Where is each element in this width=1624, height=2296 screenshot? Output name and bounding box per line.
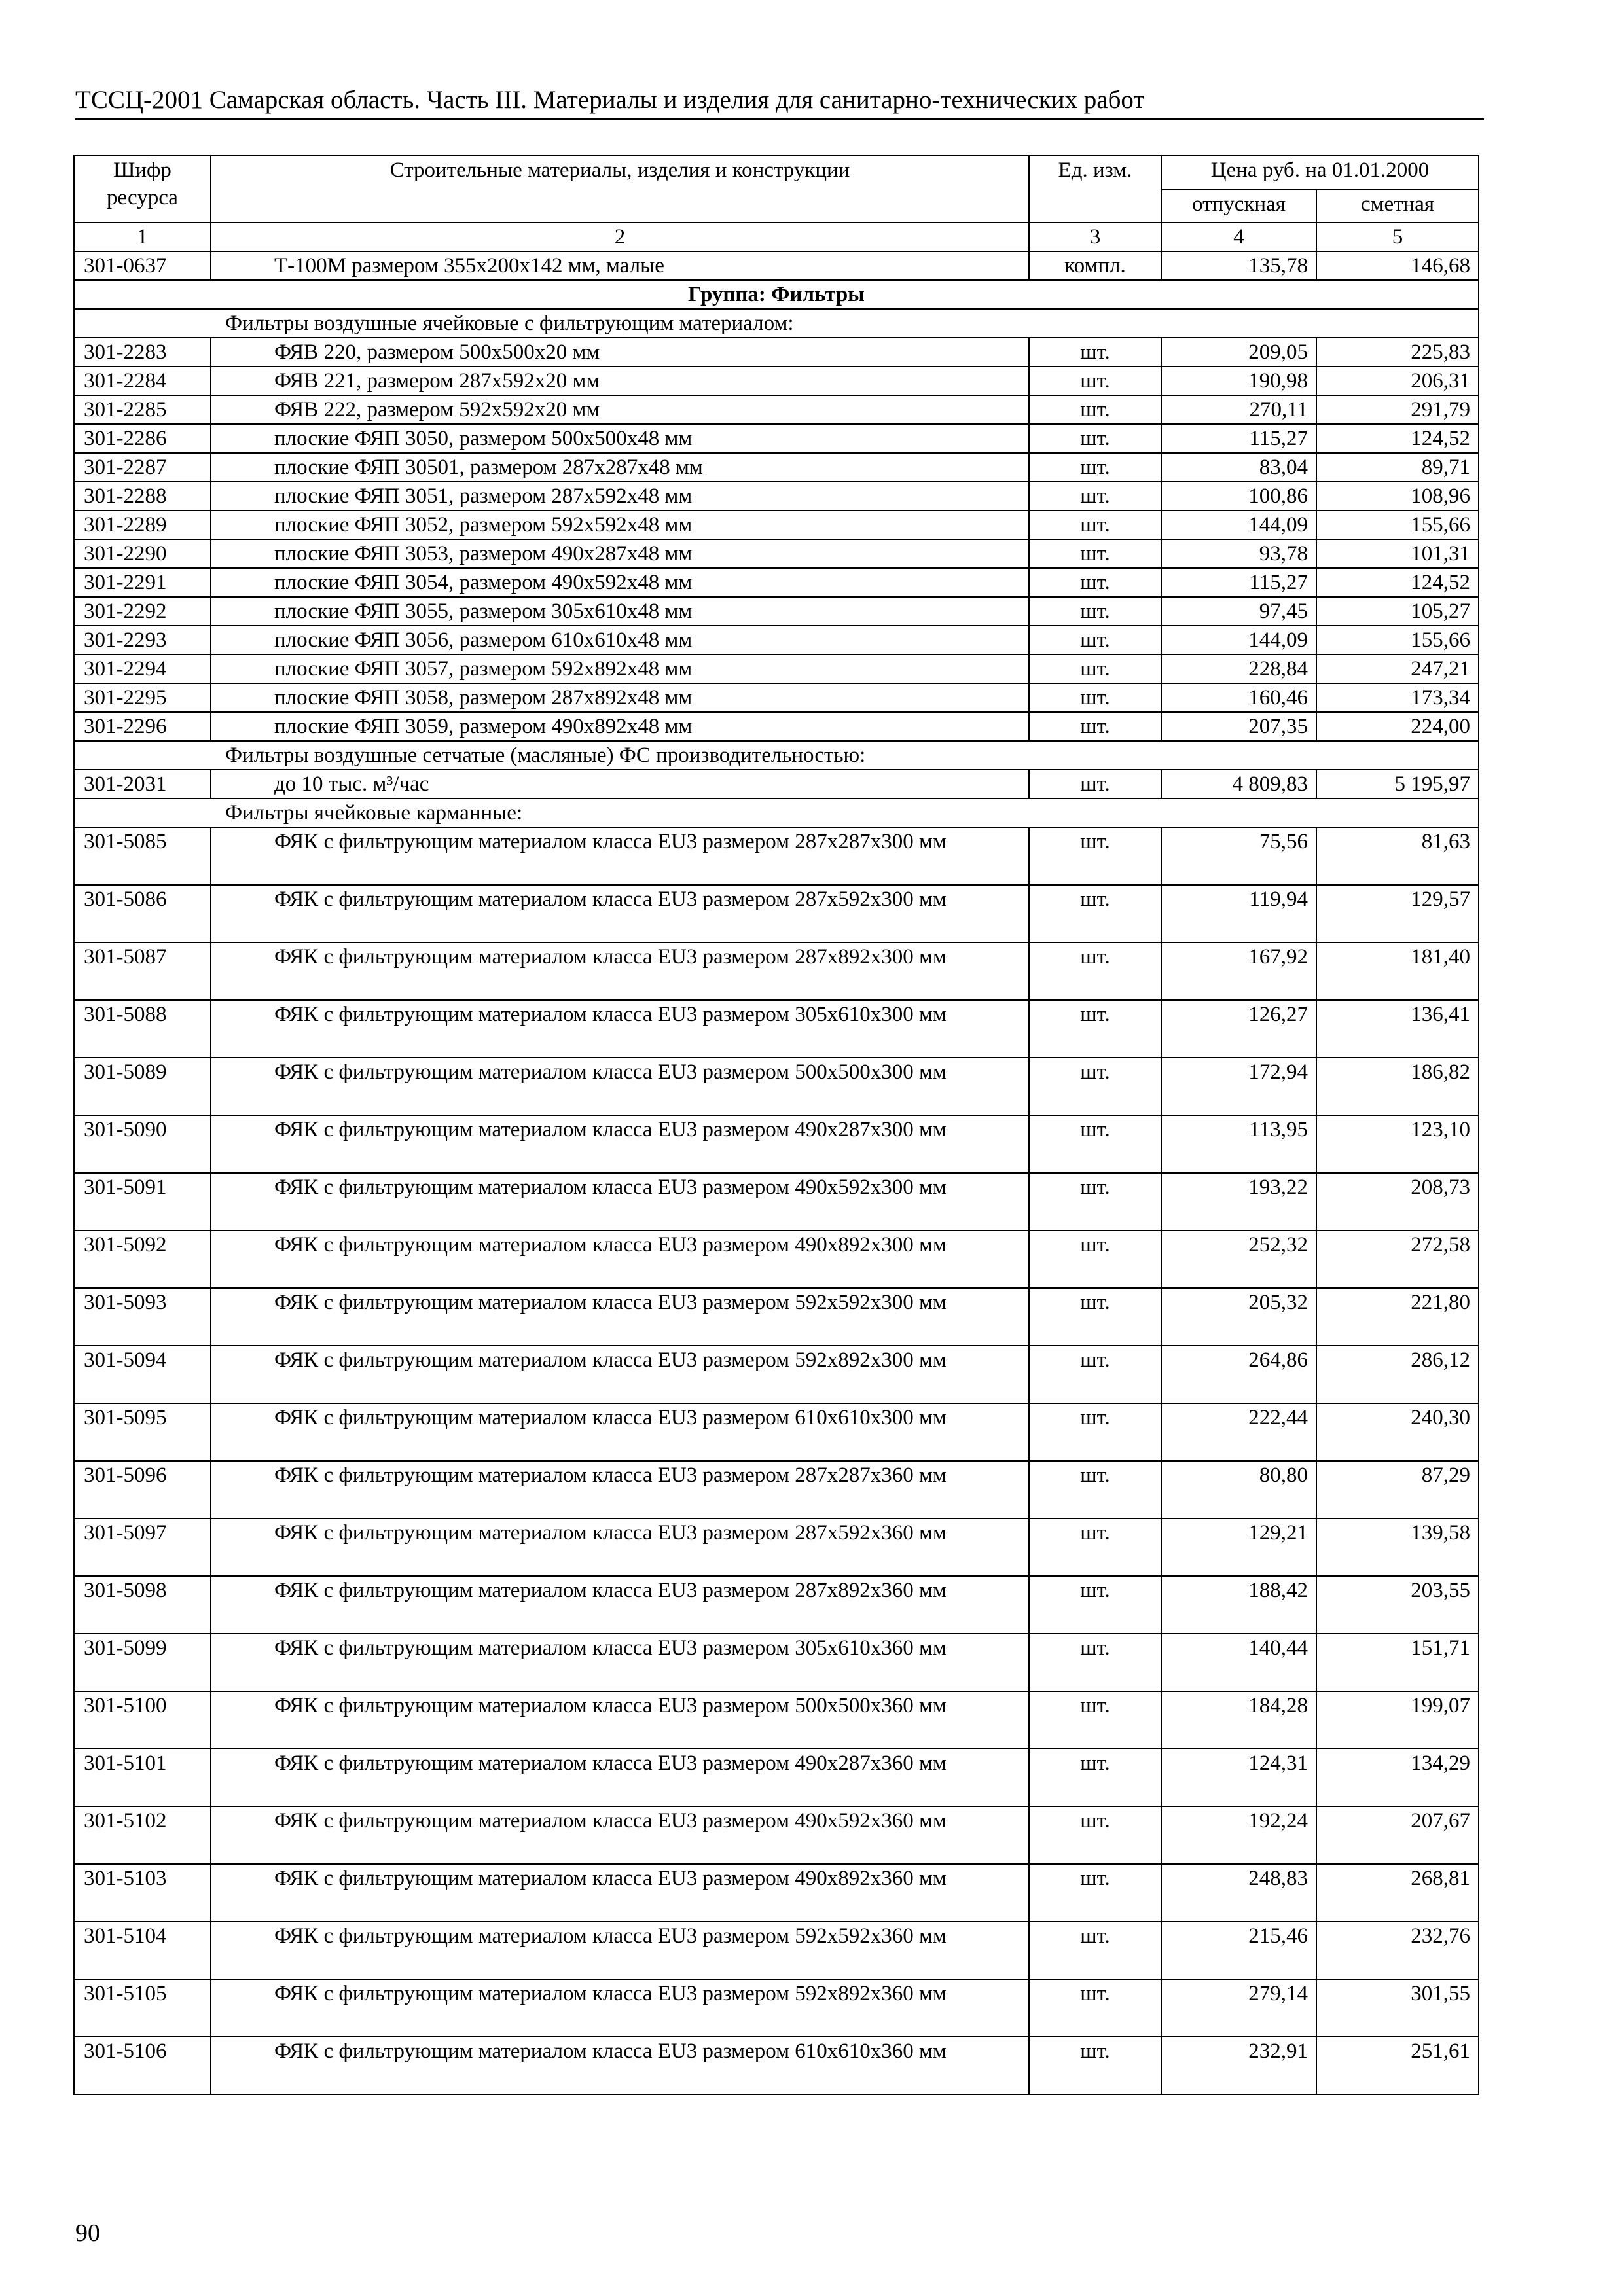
resource-code: 301-5102 bbox=[74, 1806, 211, 1864]
unit-of-measure: шт. bbox=[1029, 1979, 1161, 2037]
table-row bbox=[74, 568, 1479, 597]
release-price: 135,78 bbox=[1161, 251, 1316, 280]
resource-name: ФЯК с фильтрующим материалом класса EU3 размером 500х500х360 мм bbox=[211, 1691, 1029, 1749]
table-row bbox=[74, 511, 1479, 539]
resource-name: ФЯК с фильтрующим материалом класса EU3 размером 592х592х300 мм bbox=[211, 1288, 1029, 1346]
table-row bbox=[74, 655, 1479, 683]
resource-code: 301-2293 bbox=[74, 626, 211, 655]
release-price: 207,35 bbox=[1161, 712, 1316, 741]
resource-name: ФЯК с фильтрующим материалом класса EU3 размером 500х500х300 мм bbox=[211, 1058, 1029, 1115]
unit-of-measure: шт. bbox=[1029, 539, 1161, 568]
estimate-price: 173,34 bbox=[1316, 683, 1479, 712]
section-title-row bbox=[74, 309, 1479, 338]
unit-of-measure: шт. bbox=[1029, 1288, 1161, 1346]
release-price: 232,91 bbox=[1161, 2037, 1316, 2094]
resource-name: плоские ФЯП 3050, размером 500х500х48 мм bbox=[211, 424, 1029, 453]
resource-name: ФЯК с фильтрующим материалом класса EU3 размером 287х287х300 мм bbox=[211, 827, 1029, 885]
release-price: 113,95 bbox=[1161, 1115, 1316, 1173]
estimate-price: 291,79 bbox=[1316, 395, 1479, 424]
release-price: 119,94 bbox=[1161, 885, 1316, 942]
unit-of-measure: шт. bbox=[1029, 1806, 1161, 1864]
resource-name: ФЯВ 220, размером 500х500х20 мм bbox=[211, 338, 1029, 367]
resource-code: 301-2290 bbox=[74, 539, 211, 568]
unit-of-measure: шт. bbox=[1029, 1115, 1161, 1173]
resource-code: 301-2285 bbox=[74, 395, 211, 424]
table-row bbox=[74, 1691, 1479, 1749]
table-row bbox=[74, 1000, 1479, 1058]
estimate-price: 199,07 bbox=[1316, 1691, 1479, 1749]
resource-code: 301-2287 bbox=[74, 453, 211, 482]
table-row bbox=[74, 597, 1479, 626]
resource-code: 301-5101 bbox=[74, 1749, 211, 1806]
resource-code: 301-5089 bbox=[74, 1058, 211, 1115]
resource-name: Т-100М размером 355х200х142 мм, малые bbox=[211, 251, 1029, 280]
resource-name: ФЯК с фильтрующим материалом класса EU3 размером 287х892х300 мм bbox=[211, 942, 1029, 1000]
estimate-price: 203,55 bbox=[1316, 1576, 1479, 1634]
release-price: 167,92 bbox=[1161, 942, 1316, 1000]
table-row bbox=[74, 1058, 1479, 1115]
group-title: Группа: Фильтры bbox=[74, 280, 1479, 309]
release-price: 115,27 bbox=[1161, 568, 1316, 597]
estimate-price: 272,58 bbox=[1316, 1230, 1479, 1288]
unit-of-measure: шт. bbox=[1029, 1749, 1161, 1806]
unit-of-measure: шт. bbox=[1029, 1922, 1161, 1979]
table-row bbox=[74, 338, 1479, 367]
section-title: Фильтры воздушные сетчатые (масляные) ФС производительностью: bbox=[74, 741, 1479, 770]
table-row bbox=[74, 1173, 1479, 1230]
table-row bbox=[74, 1922, 1479, 1979]
release-price: 80,80 bbox=[1161, 1461, 1316, 1518]
unit-of-measure: шт. bbox=[1029, 597, 1161, 626]
table-row bbox=[74, 395, 1479, 424]
release-price: 97,45 bbox=[1161, 597, 1316, 626]
estimate-price: 224,00 bbox=[1316, 712, 1479, 741]
table-row bbox=[74, 827, 1479, 885]
release-price: 222,44 bbox=[1161, 1403, 1316, 1461]
resource-code: 301-5097 bbox=[74, 1518, 211, 1576]
table-row bbox=[74, 1461, 1479, 1518]
resource-name: ФЯК с фильтрующим материалом класса EU3 размером 610х610х360 мм bbox=[211, 2037, 1029, 2094]
release-price: 193,22 bbox=[1161, 1173, 1316, 1230]
table-row bbox=[74, 1230, 1479, 1288]
table-row bbox=[74, 2037, 1479, 2094]
resource-code: 301-2289 bbox=[74, 511, 211, 539]
table-row bbox=[74, 712, 1479, 741]
unit-of-measure: шт. bbox=[1029, 1864, 1161, 1922]
resource-name: ФЯК с фильтрующим материалом класса EU3 размером 287х592х360 мм bbox=[211, 1518, 1029, 1576]
estimate-price: 139,58 bbox=[1316, 1518, 1479, 1576]
resource-name: плоские ФЯП 3055, размером 305х610х48 мм bbox=[211, 597, 1029, 626]
unit-of-measure: шт. bbox=[1029, 1173, 1161, 1230]
price-table-body bbox=[74, 156, 1479, 2094]
column-header-price: Цена руб. на 01.01.2000 bbox=[1161, 156, 1479, 190]
table-row bbox=[74, 1806, 1479, 1864]
resource-name: ФЯК с фильтрующим материалом класса EU3 размером 592х592х360 мм bbox=[211, 1922, 1029, 1979]
release-price: 172,94 bbox=[1161, 1058, 1316, 1115]
resource-code: 301-5095 bbox=[74, 1403, 211, 1461]
resource-name: плоские ФЯП 3058, размером 287х892х48 мм bbox=[211, 683, 1029, 712]
unit-of-measure: шт. bbox=[1029, 482, 1161, 511]
resource-code: 301-2031 bbox=[74, 770, 211, 798]
release-price: 215,46 bbox=[1161, 1922, 1316, 1979]
column-header-estimate: сметная bbox=[1316, 190, 1479, 223]
column-header-code: Шифр ресурса bbox=[74, 156, 211, 223]
table-row bbox=[74, 1979, 1479, 2037]
estimate-price: 124,52 bbox=[1316, 424, 1479, 453]
release-price: 160,46 bbox=[1161, 683, 1316, 712]
resource-code: 301-5094 bbox=[74, 1346, 211, 1403]
unit-of-measure: шт. bbox=[1029, 395, 1161, 424]
unit-of-measure: шт. bbox=[1029, 1634, 1161, 1691]
table-row bbox=[74, 1749, 1479, 1806]
column-numbers-row bbox=[74, 223, 1479, 251]
table-header-row bbox=[74, 156, 1479, 190]
unit-of-measure: шт. bbox=[1029, 1403, 1161, 1461]
resource-name: плоские ФЯП 3053, размером 490х287х48 мм bbox=[211, 539, 1029, 568]
table-row bbox=[74, 770, 1479, 798]
unit-of-measure: шт. bbox=[1029, 1691, 1161, 1749]
estimate-price: 206,31 bbox=[1316, 367, 1479, 395]
release-price: 83,04 bbox=[1161, 453, 1316, 482]
estimate-price: 87,29 bbox=[1316, 1461, 1479, 1518]
estimate-price: 268,81 bbox=[1316, 1864, 1479, 1922]
column-header-name: Строительные материалы, изделия и конструкции bbox=[211, 156, 1029, 223]
section-title-row bbox=[74, 741, 1479, 770]
table-row bbox=[74, 1864, 1479, 1922]
page-header-title: ТССЦ-2001 Самарская область. Часть III. Материалы и изделия для санитарно-технических работ bbox=[75, 86, 1145, 114]
unit-of-measure: шт. bbox=[1029, 1058, 1161, 1115]
resource-name: ФЯК с фильтрующим материалом класса EU3 размером 490х592х360 мм bbox=[211, 1806, 1029, 1864]
resource-name: ФЯК с фильтрующим материалом класса EU3 размером 287х892х360 мм bbox=[211, 1576, 1029, 1634]
resource-code: 301-5085 bbox=[74, 827, 211, 885]
table-row bbox=[74, 251, 1479, 280]
column-number: 5 bbox=[1316, 223, 1479, 251]
resource-name: ФЯК с фильтрующим материалом класса EU3 размером 490х287х300 мм bbox=[211, 1115, 1029, 1173]
estimate-price: 155,66 bbox=[1316, 626, 1479, 655]
resource-code: 301-5093 bbox=[74, 1288, 211, 1346]
table-row bbox=[74, 539, 1479, 568]
resource-name: ФЯК с фильтрующим материалом класса EU3 размером 490х892х360 мм bbox=[211, 1864, 1029, 1922]
estimate-price: 301,55 bbox=[1316, 1979, 1479, 2037]
table-row bbox=[74, 482, 1479, 511]
resource-code: 301-5096 bbox=[74, 1461, 211, 1518]
unit-of-measure: шт. bbox=[1029, 367, 1161, 395]
column-number: 4 bbox=[1161, 223, 1316, 251]
resource-code: 301-5090 bbox=[74, 1115, 211, 1173]
estimate-price: 240,30 bbox=[1316, 1403, 1479, 1461]
unit-of-measure: шт. bbox=[1029, 424, 1161, 453]
release-price: 124,31 bbox=[1161, 1749, 1316, 1806]
resource-code: 301-2294 bbox=[74, 655, 211, 683]
resource-code: 301-0637 bbox=[74, 251, 211, 280]
release-price: 140,44 bbox=[1161, 1634, 1316, 1691]
column-header-unit: Ед. изм. bbox=[1029, 156, 1161, 223]
unit-of-measure: шт. bbox=[1029, 511, 1161, 539]
resource-code: 301-5099 bbox=[74, 1634, 211, 1691]
release-price: 184,28 bbox=[1161, 1691, 1316, 1749]
resource-name: плоские ФЯП 3051, размером 287х592х48 мм bbox=[211, 482, 1029, 511]
section-title: Фильтры воздушные ячейковые с фильтрующим материалом: bbox=[74, 309, 1479, 338]
release-price: 126,27 bbox=[1161, 1000, 1316, 1058]
estimate-price: 186,82 bbox=[1316, 1058, 1479, 1115]
resource-code: 301-2291 bbox=[74, 568, 211, 597]
resource-code: 301-5106 bbox=[74, 2037, 211, 2094]
resource-name: ФЯК с фильтрующим материалом класса EU3 размером 610х610х300 мм bbox=[211, 1403, 1029, 1461]
resource-name: плоские ФЯП 3054, размером 490х592х48 мм bbox=[211, 568, 1029, 597]
resource-code: 301-5104 bbox=[74, 1922, 211, 1979]
unit-of-measure: шт. bbox=[1029, 655, 1161, 683]
unit-of-measure: шт. bbox=[1029, 683, 1161, 712]
estimate-price: 247,21 bbox=[1316, 655, 1479, 683]
unit-of-measure: шт. bbox=[1029, 885, 1161, 942]
resource-code: 301-2284 bbox=[74, 367, 211, 395]
resource-name: ФЯВ 221, размером 287х592х20 мм bbox=[211, 367, 1029, 395]
release-price: 93,78 bbox=[1161, 539, 1316, 568]
estimate-price: 108,96 bbox=[1316, 482, 1479, 511]
release-price: 270,11 bbox=[1161, 395, 1316, 424]
resource-code: 301-5105 bbox=[74, 1979, 211, 2037]
table-row bbox=[74, 1576, 1479, 1634]
page-number: 90 bbox=[75, 2219, 100, 2247]
release-price: 264,86 bbox=[1161, 1346, 1316, 1403]
resource-name: ФЯК с фильтрующим материалом класса EU3 размером 490х592х300 мм bbox=[211, 1173, 1029, 1230]
estimate-price: 101,31 bbox=[1316, 539, 1479, 568]
estimate-price: 207,67 bbox=[1316, 1806, 1479, 1864]
release-price: 4 809,83 bbox=[1161, 770, 1316, 798]
resource-code: 301-5100 bbox=[74, 1691, 211, 1749]
resource-name: плоские ФЯП 3057, размером 592х892х48 мм bbox=[211, 655, 1029, 683]
estimate-price: 225,83 bbox=[1316, 338, 1479, 367]
resource-name: плоские ФЯП 30501, размером 287х287х48 мм bbox=[211, 453, 1029, 482]
unit-of-measure: шт. bbox=[1029, 1576, 1161, 1634]
unit-of-measure: шт. bbox=[1029, 942, 1161, 1000]
estimate-price: 81,63 bbox=[1316, 827, 1479, 885]
unit-of-measure: шт. bbox=[1029, 2037, 1161, 2094]
resource-code: 301-5092 bbox=[74, 1230, 211, 1288]
estimate-price: 146,68 bbox=[1316, 251, 1479, 280]
estimate-price: 123,10 bbox=[1316, 1115, 1479, 1173]
release-price: 115,27 bbox=[1161, 424, 1316, 453]
table-row bbox=[74, 626, 1479, 655]
resource-name: ФЯВ 222, размером 592х592х20 мм bbox=[211, 395, 1029, 424]
estimate-price: 232,76 bbox=[1316, 1922, 1479, 1979]
column-number: 1 bbox=[74, 223, 211, 251]
estimate-price: 5 195,97 bbox=[1316, 770, 1479, 798]
resource-code: 301-2286 bbox=[74, 424, 211, 453]
unit-of-measure: шт. bbox=[1029, 770, 1161, 798]
unit-of-measure: шт. bbox=[1029, 1461, 1161, 1518]
release-price: 205,32 bbox=[1161, 1288, 1316, 1346]
release-price: 144,09 bbox=[1161, 511, 1316, 539]
release-price: 190,98 bbox=[1161, 367, 1316, 395]
table-row bbox=[74, 1346, 1479, 1403]
resource-name: до 10 тыс. м³/час bbox=[211, 770, 1029, 798]
price-table bbox=[73, 155, 1479, 2095]
estimate-price: 124,52 bbox=[1316, 568, 1479, 597]
estimate-price: 129,57 bbox=[1316, 885, 1479, 942]
estimate-price: 105,27 bbox=[1316, 597, 1479, 626]
table-row bbox=[74, 885, 1479, 942]
table-row bbox=[74, 683, 1479, 712]
release-price: 144,09 bbox=[1161, 626, 1316, 655]
resource-code: 301-5098 bbox=[74, 1576, 211, 1634]
estimate-price: 251,61 bbox=[1316, 2037, 1479, 2094]
table-row bbox=[74, 453, 1479, 482]
resource-code: 301-2288 bbox=[74, 482, 211, 511]
release-price: 248,83 bbox=[1161, 1864, 1316, 1922]
unit-of-measure: шт. bbox=[1029, 712, 1161, 741]
release-price: 228,84 bbox=[1161, 655, 1316, 683]
release-price: 75,56 bbox=[1161, 827, 1316, 885]
column-header-release: отпускная bbox=[1161, 190, 1316, 223]
estimate-price: 89,71 bbox=[1316, 453, 1479, 482]
column-number: 3 bbox=[1029, 223, 1161, 251]
resource-code: 301-5087 bbox=[74, 942, 211, 1000]
resource-code: 301-5088 bbox=[74, 1000, 211, 1058]
unit-of-measure: шт. bbox=[1029, 453, 1161, 482]
unit-of-measure: шт. bbox=[1029, 568, 1161, 597]
resource-name: ФЯК с фильтрующим материалом класса EU3 размером 592х892х300 мм bbox=[211, 1346, 1029, 1403]
column-number: 2 bbox=[211, 223, 1029, 251]
estimate-price: 208,73 bbox=[1316, 1173, 1479, 1230]
estimate-price: 181,40 bbox=[1316, 942, 1479, 1000]
release-price: 279,14 bbox=[1161, 1979, 1316, 2037]
resource-code: 301-5086 bbox=[74, 885, 211, 942]
resource-code: 301-5091 bbox=[74, 1173, 211, 1230]
resource-code: 301-5103 bbox=[74, 1864, 211, 1922]
table-row bbox=[74, 367, 1479, 395]
resource-name: плоские ФЯП 3056, размером 610х610х48 мм bbox=[211, 626, 1029, 655]
resource-name: плоские ФЯП 3059, размером 490х892х48 мм bbox=[211, 712, 1029, 741]
section-title: Фильтры ячейковые карманные: bbox=[74, 798, 1479, 827]
unit-of-measure: шт. bbox=[1029, 1000, 1161, 1058]
release-price: 129,21 bbox=[1161, 1518, 1316, 1576]
table-row bbox=[74, 1518, 1479, 1576]
resource-name: плоские ФЯП 3052, размером 592х592х48 мм bbox=[211, 511, 1029, 539]
estimate-price: 151,71 bbox=[1316, 1634, 1479, 1691]
unit-of-measure: шт. bbox=[1029, 1346, 1161, 1403]
table-row bbox=[74, 1634, 1479, 1691]
table-row bbox=[74, 942, 1479, 1000]
table-row bbox=[74, 1115, 1479, 1173]
release-price: 192,24 bbox=[1161, 1806, 1316, 1864]
estimate-price: 221,80 bbox=[1316, 1288, 1479, 1346]
resource-name: ФЯК с фильтрующим материалом класса EU3 размером 592х892х360 мм bbox=[211, 1979, 1029, 2037]
table-row bbox=[74, 1403, 1479, 1461]
table-row bbox=[74, 1288, 1479, 1346]
estimate-price: 134,29 bbox=[1316, 1749, 1479, 1806]
resource-name: ФЯК с фильтрующим материалом класса EU3 размером 305х610х300 мм bbox=[211, 1000, 1029, 1058]
estimate-price: 286,12 bbox=[1316, 1346, 1479, 1403]
estimate-price: 155,66 bbox=[1316, 511, 1479, 539]
resource-name: ФЯК с фильтрующим материалом класса EU3 размером 490х892х300 мм bbox=[211, 1230, 1029, 1288]
estimate-price: 136,41 bbox=[1316, 1000, 1479, 1058]
group-title-row bbox=[74, 280, 1479, 309]
release-price: 188,42 bbox=[1161, 1576, 1316, 1634]
resource-name: ФЯК с фильтрующим материалом класса EU3 размером 305х610х360 мм bbox=[211, 1634, 1029, 1691]
release-price: 100,86 bbox=[1161, 482, 1316, 511]
resource-code: 301-2283 bbox=[74, 338, 211, 367]
unit-of-measure: шт. bbox=[1029, 1230, 1161, 1288]
release-price: 252,32 bbox=[1161, 1230, 1316, 1288]
unit-of-measure: шт. bbox=[1029, 338, 1161, 367]
resource-code: 301-2292 bbox=[74, 597, 211, 626]
table-row bbox=[74, 424, 1479, 453]
resource-name: ФЯК с фильтрующим материалом класса EU3 размером 287х287х360 мм bbox=[211, 1461, 1029, 1518]
unit-of-measure: шт. bbox=[1029, 1518, 1161, 1576]
unit-of-measure: шт. bbox=[1029, 827, 1161, 885]
unit-of-measure: шт. bbox=[1029, 626, 1161, 655]
release-price: 209,05 bbox=[1161, 338, 1316, 367]
unit-of-measure: компл. bbox=[1029, 251, 1161, 280]
resource-code: 301-2295 bbox=[74, 683, 211, 712]
resource-name: ФЯК с фильтрующим материалом класса EU3 размером 490х287х360 мм bbox=[211, 1749, 1029, 1806]
resource-name: ФЯК с фильтрующим материалом класса EU3 размером 287х592х300 мм bbox=[211, 885, 1029, 942]
resource-code: 301-2296 bbox=[74, 712, 211, 741]
header-rule bbox=[75, 118, 1484, 120]
section-title-row bbox=[74, 798, 1479, 827]
